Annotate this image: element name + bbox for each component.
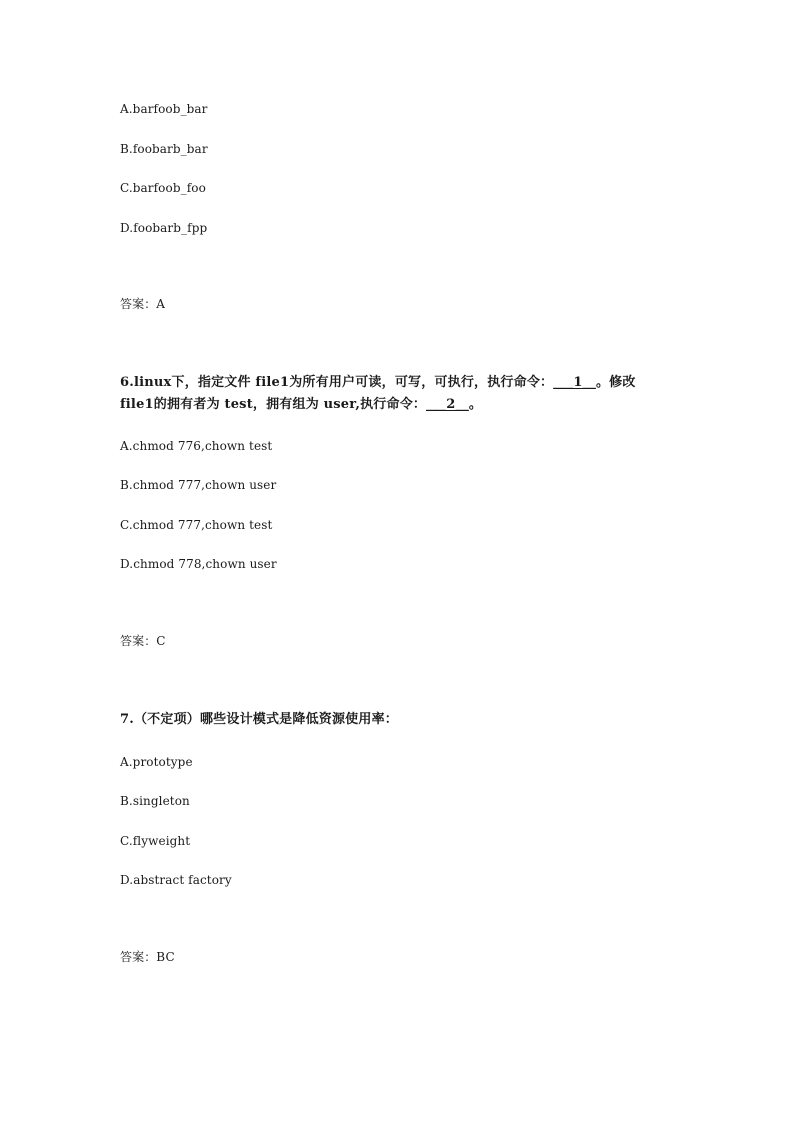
q7-answer: 答案：BC [120,950,175,964]
q5-option-c: C.barfoob_foo [120,181,206,195]
q7-option-d: D.abstract factory [120,873,232,887]
q6-answer: 答案：C [120,634,166,648]
q6-stem-line1-suffix: 。修改 [595,375,636,390]
q5-option-a: A.barfoob_bar [120,102,208,116]
q6-option-a: A.chmod 776,chown test [120,439,273,453]
q7-stem: 7.（不定项）哪些设计模式是降低资源使用率： [120,712,398,727]
q6-stem-line2 [120,397,482,413]
q7-option-c: C.flyweight [120,834,191,848]
q5-option-b: B.foobarb_bar [120,142,208,156]
q6-stem-line2-prefix: file1的拥有者为 test，拥有组为 user,执行命令： [120,397,427,412]
q6-stem-line1-prefix: 6.linux下，指定文件 file1为所有用户可读，可写，可执行，执行命令： [120,375,554,390]
q7-option-b: B.singleton [120,794,190,808]
q6-blank-1: ___1__ [553,375,596,390]
q6-stem-line2-suffix: 。 [468,397,483,412]
q6-option-c: C.chmod 777,chown test [120,518,273,532]
q5-answer: 答案：A [120,297,166,311]
q7-option-a: A.prototype [120,755,193,769]
q6-blank-2: ___2__ [426,397,469,412]
q6-stem-line1 [120,375,636,391]
q6-option-d: D.chmod 778,chown user [120,557,277,571]
q6-option-b: B.chmod 777,chown user [120,478,277,492]
q5-option-d: D.foobarb_fpp [120,221,208,235]
